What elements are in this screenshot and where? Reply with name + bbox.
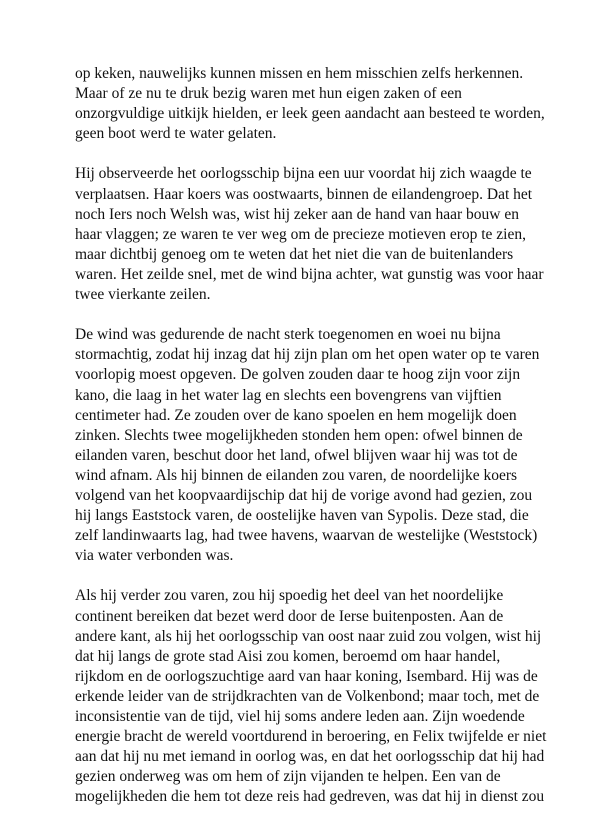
- paragraph-2: [75, 164, 544, 305]
- text-line: wind afnam. Als hij binnen de eilanden zou varen, de noordelijke koers: [75, 466, 518, 484]
- text-line: maar dichtbij genoeg om te weten dat het niet die van de buitenlanders: [75, 245, 514, 263]
- paragraph-3: [75, 325, 540, 566]
- text-line: voorlopig moest opgeven. De golven zouden daar te hoog zijn voor zijn: [75, 366, 521, 384]
- text-line: waren. Het zeilde snel, met de wind bijna achter, wat gunstig was voor haar: [75, 265, 544, 283]
- paragraph-1: [75, 64, 545, 144]
- text-line: Maar of ze nu te druk bezig waren met hun eigen zaken of een: [75, 85, 462, 103]
- text-line: mogelijkheden die hem tot deze reis had gedreven, was dat hij in dienst zou: [75, 788, 545, 806]
- text-line: zelf landinwaarts lag, had twee havens, waarvan de westelijke (Weststock): [75, 527, 538, 545]
- text-line: twee vierkante zeilen.: [75, 286, 211, 304]
- text-line: rijkdom en de oorlogszuchtige aard van haar koning, Isembard. Hij was de: [75, 667, 538, 685]
- text-line: hij langs Eaststock varen, de oostelijke haven van Sypolis. Deze stad, die: [75, 507, 529, 525]
- text-line: Hij observeerde het oorlogsschip bijna een uur voordat hij zich waagde te: [75, 165, 532, 183]
- text-line: noch Iers noch Welsh was, wist hij zeker aan de hand van haar bouw en: [75, 205, 519, 223]
- text-line: De wind was gedurende de nacht sterk toegenomen en woei nu bijna: [75, 326, 501, 344]
- text-line: aan dat hij nu met iemand in oorlog was, en dat het oorlogsschip dat hij had: [75, 748, 545, 766]
- text-line: Als hij verder zou varen, zou hij spoedig het deel van het noordelijke: [75, 587, 504, 605]
- text-line: erkende leider van de strijdkrachten van de Volkenbond; maar toch, met de: [75, 687, 540, 705]
- text-line: eilanden varen, beschut door het land, ofwel blijven waar hij was tot de: [75, 446, 518, 464]
- text-line: energie bracht de wereld voortdurend in beroering, en Felix twijfelde er niet: [75, 728, 547, 746]
- text-line: inconsistentie van de tijd, viel hij soms andere leden aan. Zijn woedende: [75, 708, 525, 725]
- paragraph-4: [75, 586, 547, 807]
- text-line: op keken, nauwelijks kunnen missen en hem misschien zelfs herkennen.: [75, 65, 524, 82]
- text-line: geen boot werd te water gelaten.: [75, 125, 277, 143]
- text-line: volgend van het koopvaardijschip dat hij de vorige avond had gezien, zou: [75, 486, 533, 504]
- text-line: continent bereiken dat bezet werd door de Ierse buitenposten. Aan de: [75, 607, 504, 625]
- text-line: via water verbonden was.: [75, 547, 234, 565]
- document-page: [75, 64, 547, 828]
- text-line: zinken. Slechts twee mogelijkheden stonden hem open: ofwel binnen de: [75, 426, 523, 444]
- text-line: gezien onderweg was om hem of zijn vijanden te helpen. Een van de: [75, 768, 501, 786]
- text-line: andere kant, als hij het oorlogsschip van oost naar zuid zou volgen, wist hij: [75, 627, 542, 645]
- text-line: stormachtig, zodat hij inzag dat hij zijn plan om het open water op te varen: [75, 346, 540, 364]
- text-line: centimeter had. Ze zouden over de kano spoelen en hem mogelijk doen: [75, 406, 517, 424]
- text-line: onzorgvuldige uitkijk hielden, er leek geen aandacht aan besteed te worden,: [75, 105, 545, 123]
- text-line: haar vlaggen; ze waren te ver weg om de precieze motieven erop te zien,: [75, 225, 526, 243]
- text-line: kano, die laag in het water lag en slechts een bovengrens van vijftien: [75, 386, 502, 404]
- text-line: verplaatsen. Haar koers was oostwaarts, binnen de eilandengroep. Dat het: [75, 185, 533, 203]
- text-line: dat hij langs de grote stad Aisi zou komen, beroemd om haar handel,: [75, 647, 501, 665]
